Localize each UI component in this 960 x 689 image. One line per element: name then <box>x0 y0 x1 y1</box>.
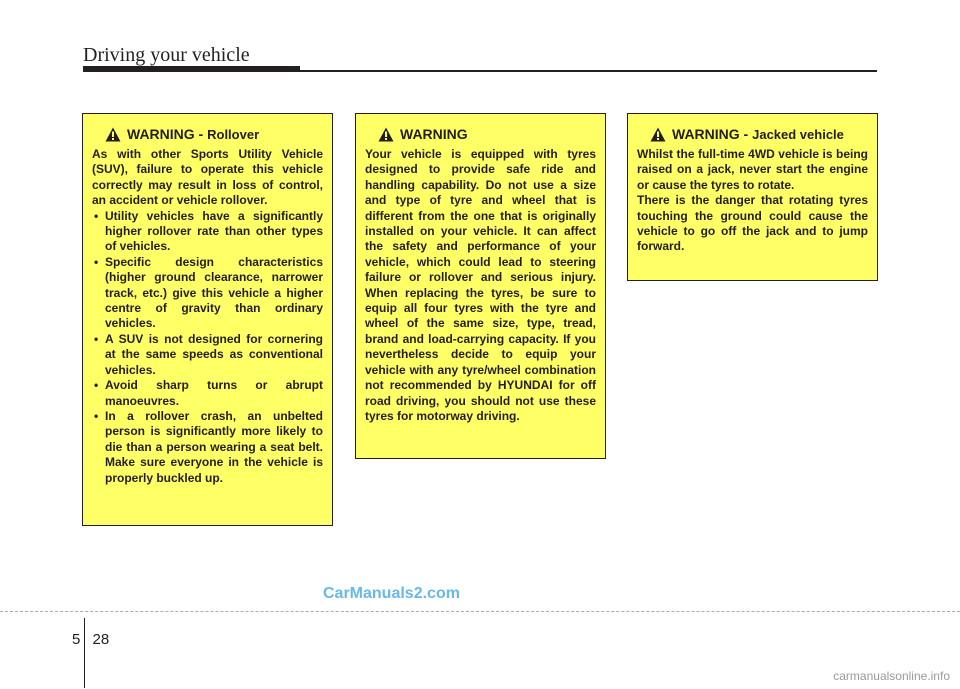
chapter-number: 5 <box>72 631 81 648</box>
list-item: • Avoid sharp turns or abrupt manoeuvres. <box>92 378 323 409</box>
warning-triangle-icon <box>105 127 121 142</box>
list-item: • Utility vehicles have a significantly higher rollover rate than other types of vehicles. <box>92 209 323 255</box>
warning-heading <box>637 124 868 144</box>
footer-site-link[interactable]: carmanualsonline.info <box>833 669 950 683</box>
warning-text: Your vehicle is equipped with tyres designed to provide safe ride and handling capability. Do not use a size and type of tyre and wheel that is different from the one that is originally installed on your vehicle. It can affect the safety and performance of your vehicle, which could lead to steering failure or rollover and serious injury. When replacing the tyres, be sure to equip all four tyres with the tyre and wheel of the same size, type, tread, brand and load-carrying capacity. If you nevertheless decide to equip your vehicle with any tyre/wheel combination not recommended by HYUNDAI for off road driving, you should not use these tyres for motorway driving. <box>365 147 596 423</box>
warning-title: WARNING - Jacked vehicle <box>672 126 844 142</box>
warning-box-tyres <box>355 113 606 459</box>
warning-paragraph: Whilst the full-time 4WD vehicle is being raised on a jack, never start the engine or cause the tyres to rotate. <box>637 147 868 192</box>
header-rule-thick <box>83 66 300 72</box>
warning-title: WARNING - Rollover <box>127 126 260 142</box>
list-item: • A SUV is not designed for cornering at the same speeds as conventional vehicles. <box>92 332 323 378</box>
page-header-title: Driving your vehicle <box>83 44 250 66</box>
header-rule-thin <box>300 70 877 72</box>
page-number-divider <box>84 618 85 688</box>
page-number-value: 28 <box>92 631 110 648</box>
warning-bullet-list <box>92 209 323 486</box>
warning-triangle-icon <box>650 127 666 142</box>
footer-divider <box>0 611 960 612</box>
warning-title: WARNING <box>400 126 468 142</box>
warning-box-rollover <box>82 113 333 526</box>
warning-intro: As with other Sports Utility Vehicle (SUV), failure to operate this vehicle correctly may result in loss of control, an accident or vehicle rollover. <box>92 147 323 208</box>
warning-box-jacked-vehicle <box>627 113 878 281</box>
warning-heading <box>92 124 323 144</box>
page-number <box>72 631 109 648</box>
list-item: • In a rollover crash, an unbelted person is significantly more likely to die than a person wearing a seat belt. Make sure everyone in the vehicle is properly buckled up. <box>92 409 323 486</box>
watermark-link[interactable]: CarManuals2.com <box>323 585 460 602</box>
warning-heading <box>365 124 596 144</box>
warning-triangle-icon <box>378 127 394 142</box>
warning-paragraph: There is the danger that rotating tyres touching the ground could cause the vehicle to go off the jack and to jump forward. <box>637 193 868 254</box>
list-item: • Specific design characteristics (higher ground clearance, narrower track, etc.) give this vehicle a higher centre of gravity than ordinary vehicles. <box>92 255 323 332</box>
